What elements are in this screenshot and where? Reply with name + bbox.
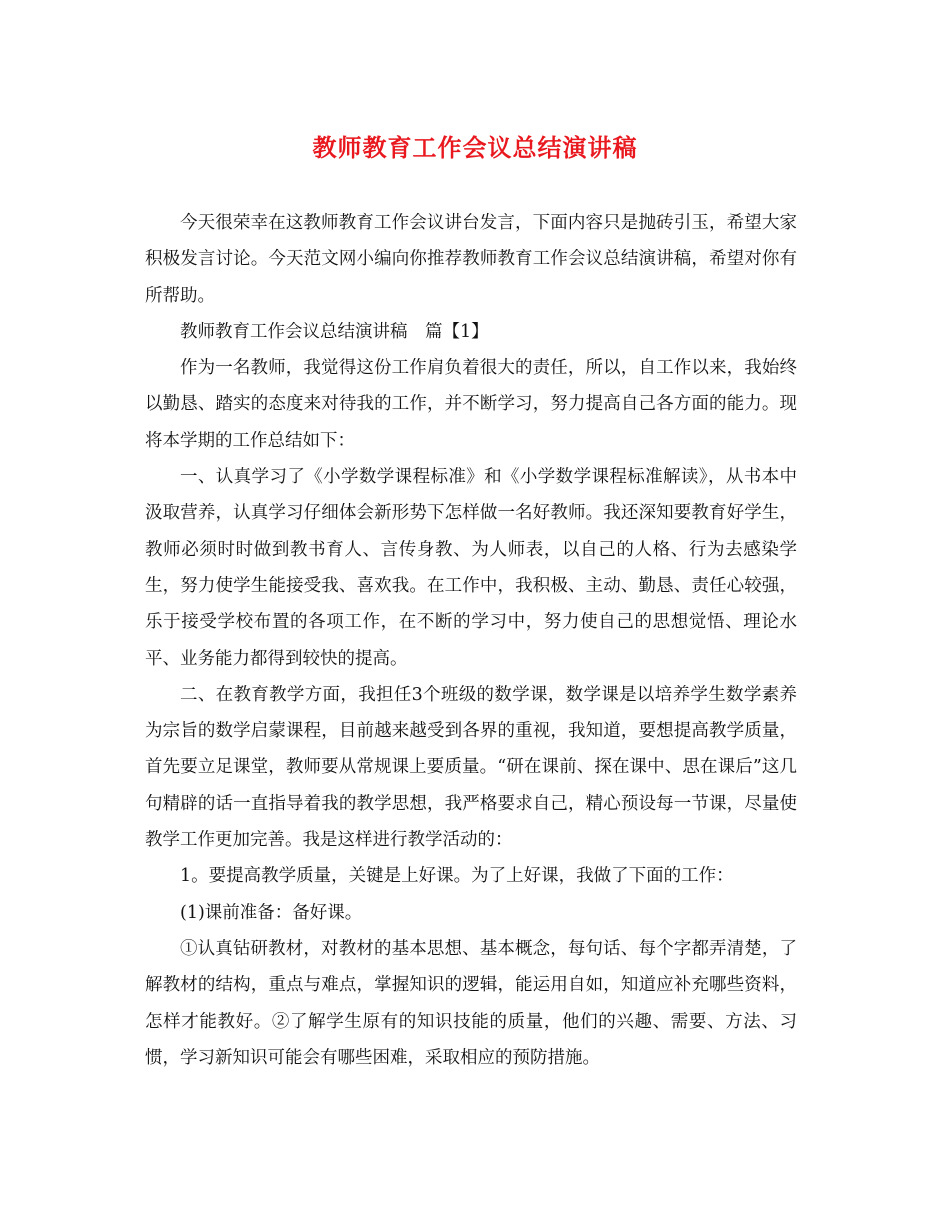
body-paragraph: 一、认真学习了《小学数学课程标准》和《小学数学课程标准解读》，从书本中汲取营养，认真学习仔细体会新形势下怎样做一名好教师。我还深知要教育好学生，教师必须时时做到教书育人、言传身教、为人师表，以自己的人格、行为去感染学生，努力使学生能接受我、喜欢我。在工作中，我积极、主动、勤恳、责任心较强，乐于接受学校布置的各项工作，在不断的学习中，努力使自己的思想觉悟、理论水平、业务能力都得到较快的提高。 [145,467,797,669]
body-paragraph: ①认真钻研教材，对教材的基本思想、基本概念，每句话、每个字都弄清楚，了解教材的结构，重点与难点，掌握知识的逻辑，能运用自如，知道应补充哪些资料，怎样才能教好。②了解学生原有的知识技能的质量，他们的兴趣、需要、方法、习惯，学习新知识可能会有哪些困难，采取相应的预防措施。 [145,938,797,1068]
body-paragraph: (1)课前准备：备好课。 [180,902,363,923]
document-body [145,205,797,1076]
body-paragraph: 作为一名教师，我觉得这份工作肩负着很大的责任，所以，自工作以来，我始终以勤恳、踏实的态度来对待我的工作，并不断学习，努力提高自己各方面的能力。现将本学期的工作总结如下： [145,358,797,451]
body-paragraph: 二、在教育教学方面，我担任3个班级的数学课，数学课是以培养学生数学素养为宗旨的数学启蒙课程，目前越来越受到各界的重视，我知道，要想提高教学质量，首先要立足课堂，教师要从常规课上要质量。“研在课前、探在课中、思在课后”这几句精辟的话一直指导着我的教学思想，我严格要求自己，精心预设每一节课，尽量使教学工作更加完善。我是这样进行教学活动的： [145,684,797,851]
document-title: 教师教育工作会议总结演讲稿 [312,133,638,162]
intro-paragraph: 今天很荣幸在这教师教育工作会议讲台发言，下面内容只是抛砖引玉，希望大家积极发言讨论。今天范文网小编向你推荐教师教育工作会议总结演讲稿，希望对你有所帮助。 [145,213,797,306]
body-paragraph: 1。要提高教学质量，关键是上好课。为了上好课，我做了下面的工作： [180,866,734,887]
section-heading: 教师教育工作会议总结演讲稿 篇【1】 [180,321,489,342]
